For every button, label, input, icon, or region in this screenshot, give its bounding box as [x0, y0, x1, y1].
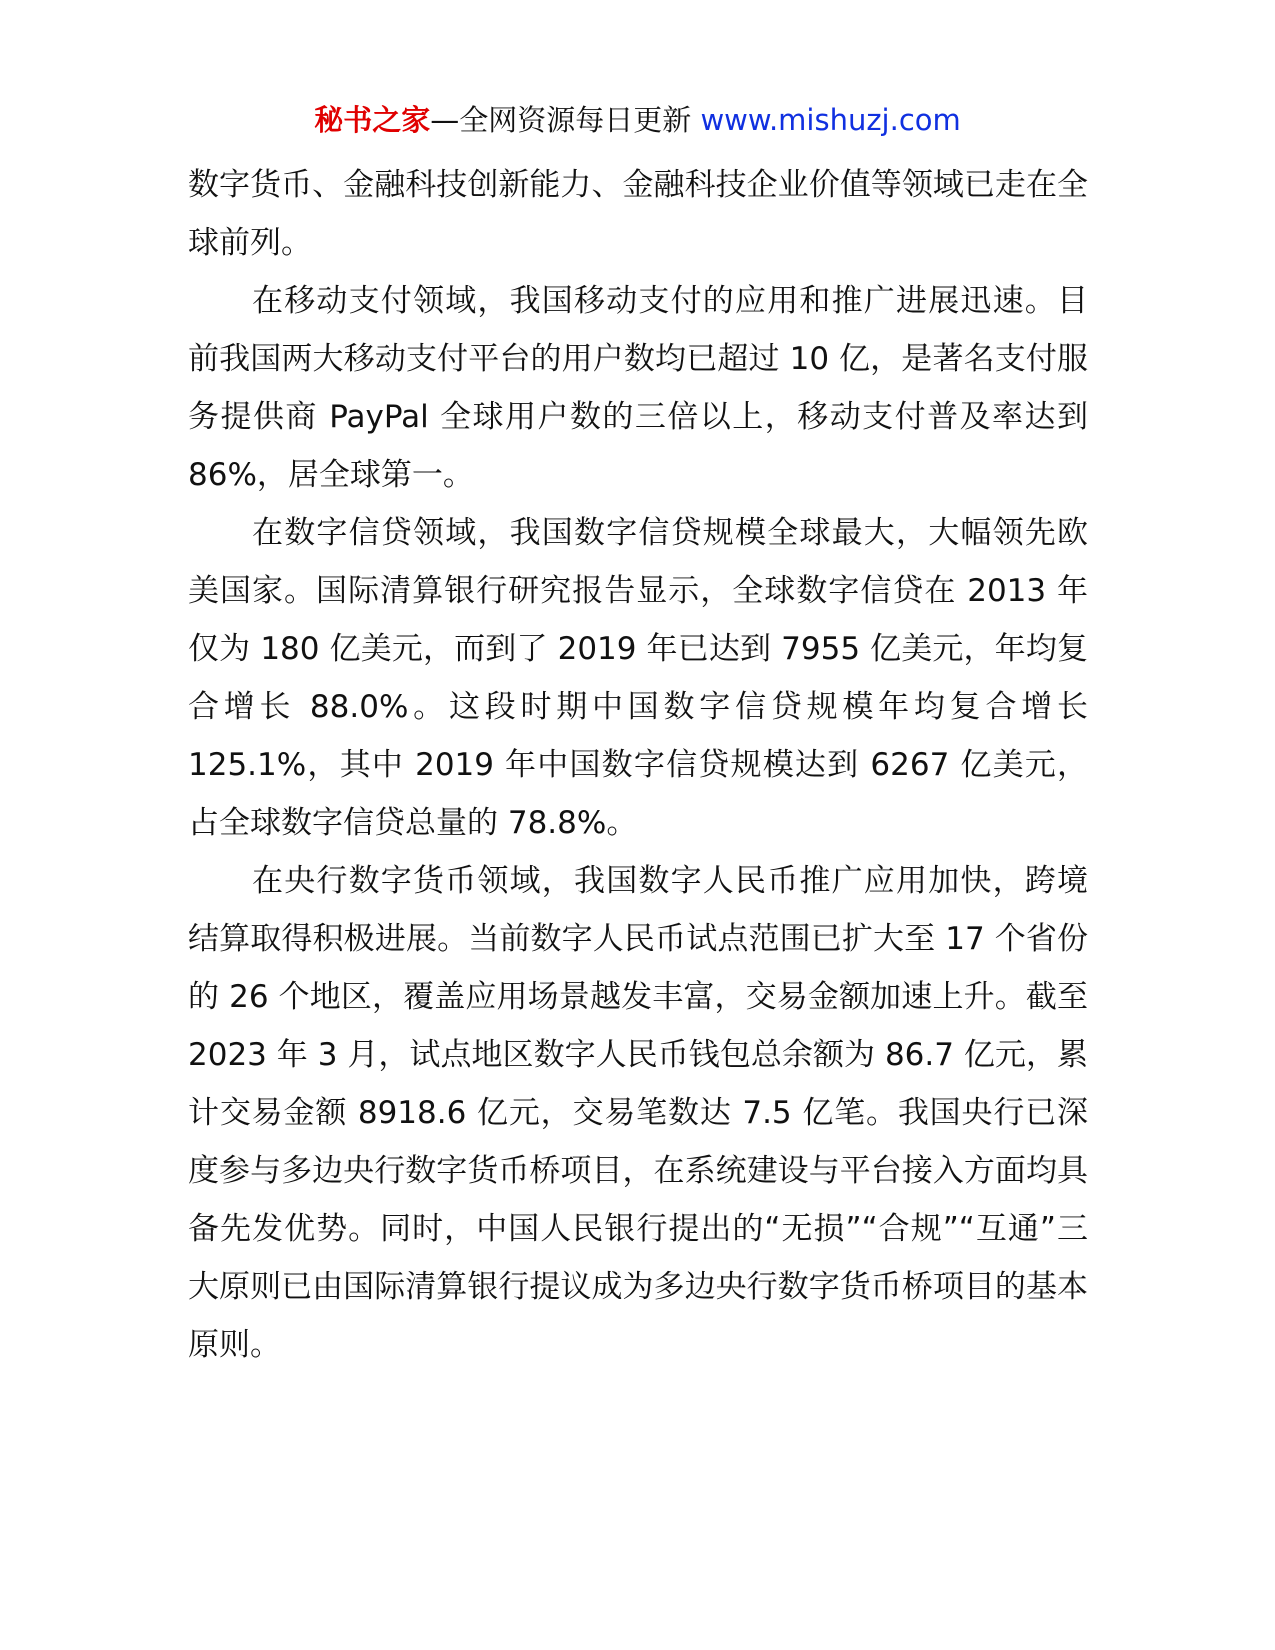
brand-name: 秘书之家 — [314, 103, 431, 137]
paragraph-digital-credit: 在数字信贷领域，我国数字信贷规模全球最大，大幅领先欧美国家。国际清算银行研究报告显示，全球数字信贷在 2013 年仅为 180 亿美元，而到了 2019 年已达到 7955 亿美元，年均复合增长 88.0%。这段时期中国数字信贷规模年均复合增长 125.1%，其中 2019 年中国数字信贷规模达到 6267 亿美元，占全球数字信贷总量的 78.8%。 — [188, 515, 1088, 841]
header-tagline: —全网资源每日更新 — [430, 103, 692, 137]
paragraph-mobile-payment: 在移动支付领域，我国移动支付的应用和推广进展迅速。目前我国两大移动支付平台的用户数均已超过 10 亿，是著名支付服务提供商 PayPal 全球用户数的三倍以上，移动支付普及率达到 86%，居全球第一。 — [188, 283, 1088, 493]
document-body — [188, 156, 1088, 1374]
paragraph-cbdc: 在央行数字货币领域，我国数字人民币推广应用加快，跨境结算取得积极进展。当前数字人民币试点范围已扩大至 17 个省份的 26 个地区，覆盖应用场景越发丰富，交易金额加速上升。截至 2023 年 3 月，试点地区数字人民币钱包总余额为 86.7 亿元，累计交易金额 8918.6 亿元，交易笔数达 7.5 亿笔。我国央行已深度参与多边央行数字货币桥项目，在系统建设与平台接入方面均具备先发优势。同时，中国人民银行提出的“无损”“合规”“互通”三大原则已由国际清算银行提议成为多边央行数字货币桥项目的基本原则。 — [188, 863, 1088, 1363]
paragraph-intro: 数字货币、金融科技创新能力、金融科技企业价值等领域已走在全球前列。 — [188, 167, 1088, 261]
website-link[interactable]: www.mishuzj.com — [700, 103, 961, 137]
page-header — [0, 100, 1275, 140]
